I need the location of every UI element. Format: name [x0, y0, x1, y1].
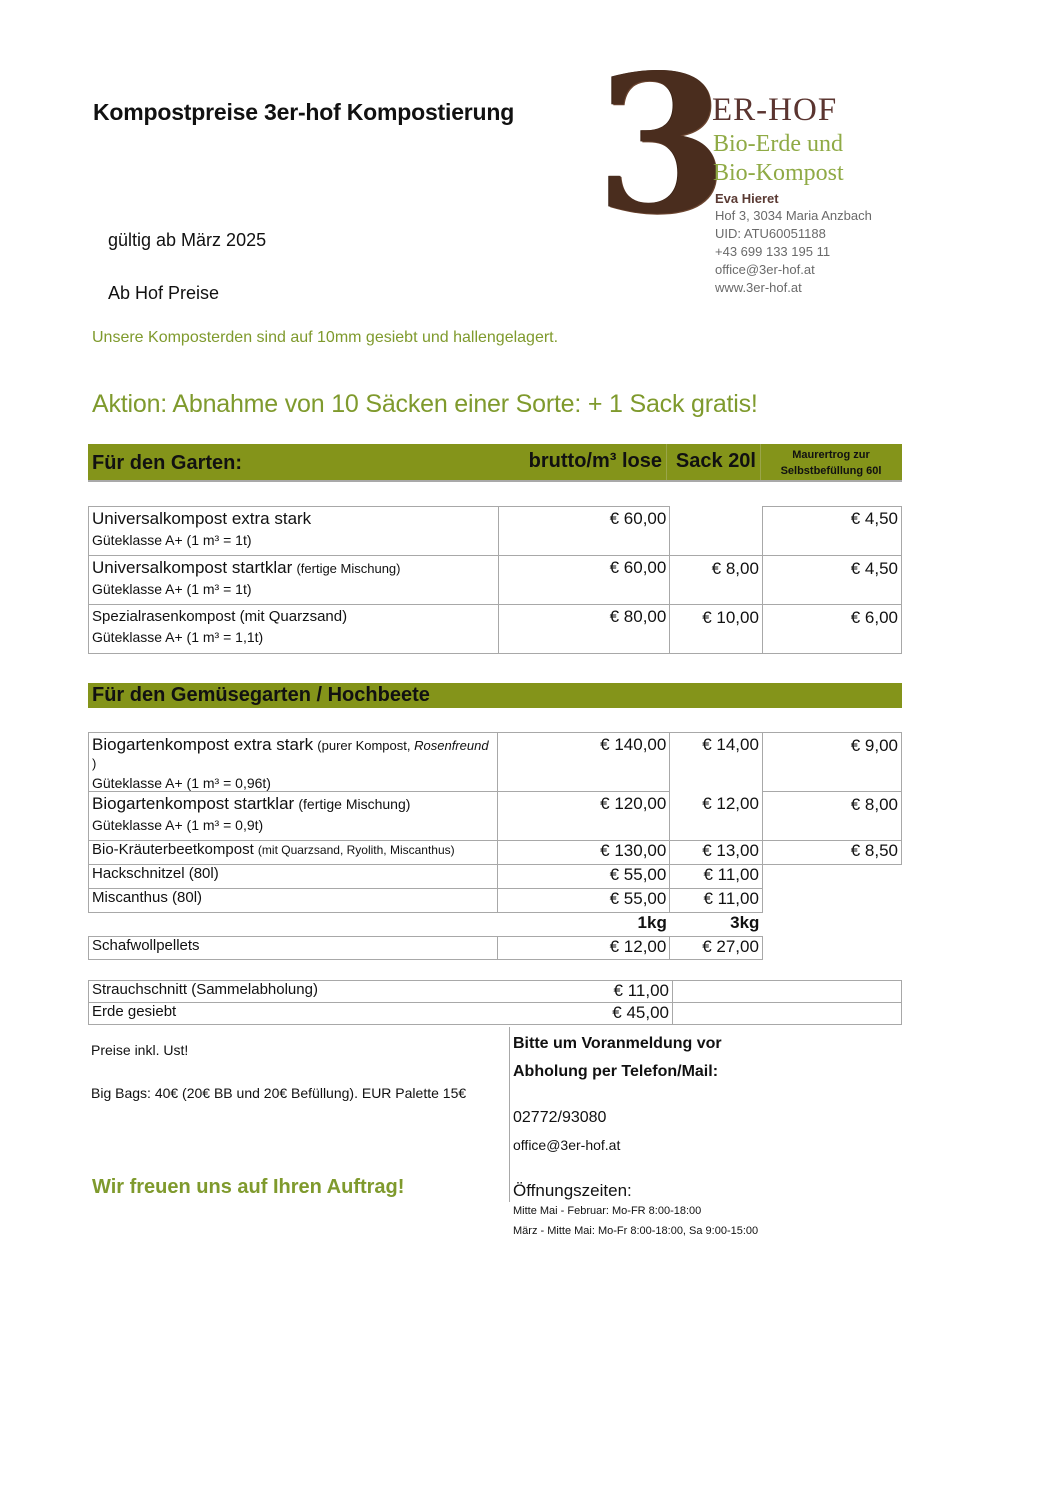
price-3kg: € 27,00: [670, 937, 763, 960]
table-row: [89, 507, 902, 556]
logo-uid: UID: ATU60051188: [715, 226, 826, 241]
price-trog: € 6,00: [762, 605, 901, 654]
logo-subtitle-2: Bio-Kompost: [713, 160, 844, 186]
other-price-table: [88, 980, 902, 1025]
product-cell: Bio-Kräuterbeetkompost (mit Quarzsand, Ryolith, Miscanthus): [89, 841, 498, 865]
logo-website[interactable]: www.3er-hof.at: [715, 280, 802, 295]
price-trog: € 8,50: [762, 841, 901, 865]
logo-email[interactable]: office@3er-hof.at: [715, 262, 815, 277]
price-sack: € 13,00: [670, 841, 763, 865]
column-header-brutto: brutto/m³ lose: [528, 450, 662, 472]
valid-from: gültig ab März 2025: [108, 230, 267, 250]
vegetable-section-title: Für den Gemüsegarten / Hochbeete: [92, 684, 430, 706]
column-divider: [666, 444, 667, 480]
contact-phone[interactable]: 02772/93080: [513, 1109, 607, 1126]
price-brutto: € 140,00: [498, 733, 670, 792]
hours-line-1: Mitte Mai - Februar: Mo-FR 8:00-18:00: [513, 1205, 702, 1217]
empty-cell: [762, 865, 901, 889]
garden-section-title: Für den Garten:: [92, 452, 243, 474]
page-title: Kompostpreise 3er-hof Kompostierung: [93, 99, 515, 125]
price-brutto: € 60,00: [498, 507, 670, 556]
column-header-sack: Sack 20l: [675, 450, 756, 472]
price-trog: € 4,50: [762, 556, 901, 605]
table-row: [89, 865, 902, 889]
garden-price-table: [88, 506, 902, 654]
logo-owner-name: Eva Hieret: [715, 191, 779, 206]
sieve-note: Unsere Komposterden sind auf 10mm gesiebt und hallengelagert.: [92, 329, 559, 346]
table-row: [89, 981, 902, 1003]
price-brutto: € 80,00: [498, 605, 670, 654]
table-row: [89, 605, 902, 654]
price-sack: € 11,00: [670, 889, 763, 913]
weight-header-3kg: 3kg: [670, 913, 763, 937]
price-cell: € 11,00: [500, 981, 673, 1003]
column-header-trog: Maurertrog zur Selbstbefüllung 60l: [780, 449, 882, 477]
logo-address: Hof 3, 3034 Maria Anzbach: [715, 208, 872, 223]
price-trog: € 8,00: [762, 792, 901, 841]
price-sack: [670, 507, 763, 556]
weight-header-row: [89, 913, 902, 937]
product-cell: Spezialrasenkompost (mit Quarzsand) Güteklasse A+ (1 m³ = 1,1t): [89, 605, 499, 654]
logo-phone: +43 699 133 195 11: [715, 244, 831, 259]
price-sack: € 11,00: [670, 865, 763, 889]
bigbags-note: Big Bags: 40€ (20€ BB und 20€ Befüllung). EUR Palette 15€: [91, 1085, 467, 1101]
thanks-text: Wir freuen uns auf Ihren Auftrag!: [92, 1176, 405, 1198]
product-cell: Universalkompost startklar (fertige Mischung) Güteklasse A+ (1 m³ = 1t): [89, 556, 499, 605]
promotion-text: Aktion: Abnahme von 10 Säcken einer Sorte: + 1 Sack gratis!: [92, 390, 758, 418]
product-cell: Strauchschnitt (Sammelabholung): [89, 981, 501, 1003]
table-row: [89, 556, 902, 605]
price-brutto: € 55,00: [498, 889, 670, 913]
price-sack: € 12,00: [670, 792, 763, 841]
logo-brand: ER-HOF: [712, 92, 838, 128]
price-sack: € 8,00: [670, 556, 763, 605]
column-divider: [760, 444, 761, 480]
hours-line-2: März - Mitte Mai: Mo-Fr 8:00-18:00, Sa 9:00-15:00: [513, 1225, 759, 1237]
price-type: Ab Hof Preise: [108, 283, 220, 303]
product-cell: Schafwollpellets: [89, 937, 498, 960]
vegetable-section-header: [88, 683, 902, 708]
product-cell: Miscanthus (80l): [89, 889, 498, 913]
contact-title-line1: Bitte um Voranmeldung vor: [513, 1035, 722, 1052]
logo-subtitle-1: Bio-Erde und: [713, 131, 843, 157]
table-row: [89, 937, 902, 960]
price-sack: € 14,00: [670, 733, 763, 792]
vegetable-price-table: [88, 732, 902, 960]
product-cell: Universalkompost extra stark Güteklasse A+ (1 m³ = 1t): [89, 507, 499, 556]
price-sack: € 10,00: [670, 605, 763, 654]
table-row: [89, 733, 902, 792]
price-cell: € 45,00: [500, 1003, 673, 1025]
logo-numeral-icon: 3: [596, 33, 725, 256]
price-1kg: € 12,00: [498, 937, 670, 960]
table-row: [89, 841, 902, 865]
contact-email[interactable]: office@3er-hof.at: [513, 1137, 621, 1153]
vat-note: Preise inkl. Ust!: [91, 1042, 189, 1058]
product-cell: Biogartenkompost extra stark (purer Kompost, Rosenfreund ) Güteklasse A+ (1 m³ = 0,96t): [89, 733, 498, 792]
product-cell: Hackschnitzel (80l): [89, 865, 498, 889]
price-trog: € 4,50: [762, 507, 901, 556]
footer-divider: [509, 1027, 510, 1202]
price-brutto: € 60,00: [498, 556, 670, 605]
product-cell: Biogartenkompost startklar (fertige Mischung) Güteklasse A+ (1 m³ = 0,9t): [89, 792, 498, 841]
price-trog: € 9,00: [762, 733, 901, 792]
weight-header-1kg: 1kg: [498, 913, 670, 937]
price-brutto: € 120,00: [498, 792, 670, 841]
table-row: [89, 889, 902, 913]
price-brutto: € 55,00: [498, 865, 670, 889]
product-cell: Erde gesiebt: [89, 1003, 501, 1025]
table-row: [89, 1003, 902, 1025]
empty-cell: [762, 889, 901, 913]
garden-section-header: [88, 444, 902, 482]
price-brutto: € 130,00: [498, 841, 670, 865]
contact-title-line2: Abholung per Telefon/Mail:: [513, 1063, 719, 1080]
table-row: [89, 792, 902, 841]
hours-title: Öffnungszeiten:: [513, 1181, 632, 1200]
